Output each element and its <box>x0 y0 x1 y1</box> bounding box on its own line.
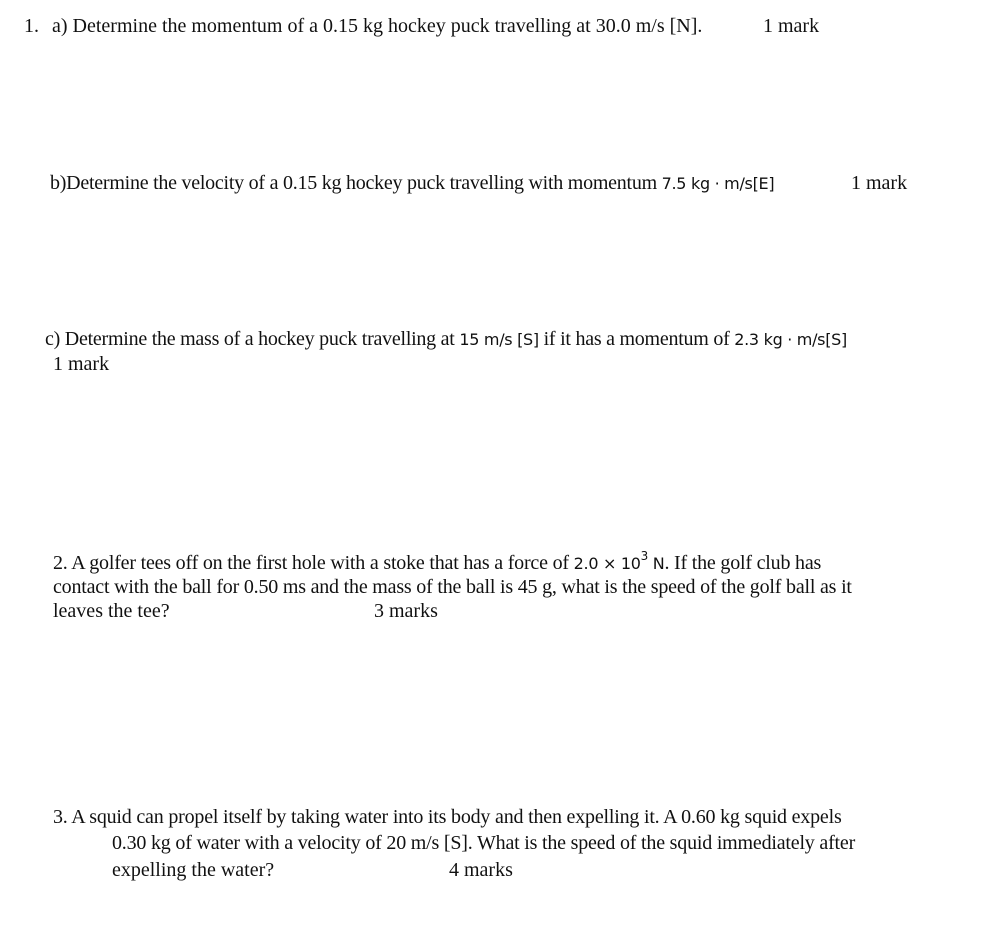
question-3-line-2: 0.30 kg of water with a velocity of 20 m/s [S]. What is the speed of the squid immediately after <box>112 832 856 854</box>
question-2-text: 2. A golfer tees off on the first hole with a stoke that has a force of <box>53 552 569 574</box>
question-2-marks: 3 marks <box>374 600 438 622</box>
question-2-line-1 <box>53 551 821 576</box>
question-1a-text: a) Determine the momentum of a 0.15 kg hockey puck travelling at 30.0 m/s [N]. <box>52 15 703 37</box>
question-1c-marks: 1 mark <box>53 353 110 375</box>
question-2-line-3: leaves the tee? <box>53 600 170 622</box>
question-2-line-2: contact with the ball for 0.50 ms and the mass of the ball is 45 g, what is the speed of the golf ball as it <box>53 576 852 598</box>
question-2-text-end: . If the golf club has <box>664 552 822 574</box>
question-1c <box>45 327 847 352</box>
question-3-line-3: expelling the water? <box>112 859 275 881</box>
question-1b <box>50 171 774 196</box>
question-1c-velocity: 15 m/s [S] <box>459 330 539 349</box>
question-2-force-unit: N <box>652 554 665 573</box>
question-1a <box>24 14 702 38</box>
question-2-force-exponent: 3 <box>640 549 648 563</box>
question-1c-text-2: if it has a momentum of <box>543 328 730 350</box>
question-3-marks: 4 marks <box>449 859 513 881</box>
question-3-line-1: 3. A squid can propel itself by taking water into its body and then expelling it. A 0.60 kg squid expels <box>53 806 842 828</box>
question-1-number: 1. <box>24 15 39 37</box>
question-1c-momentum: 2.3 kg · m/s[S] <box>734 330 847 349</box>
question-1c-text-1: c) Determine the mass of a hockey puck travelling at <box>45 328 455 350</box>
question-2-force <box>573 549 665 573</box>
question-1b-momentum: 7.5 kg · m/s[E] <box>661 174 775 193</box>
question-1b-marks: 1 mark <box>851 172 908 194</box>
question-2-force-mantissa: 2.0 × 10 <box>573 554 641 573</box>
question-1a-marks: 1 mark <box>763 15 820 37</box>
question-1b-text: b)Determine the velocity of a 0.15 kg hockey puck travelling with momentum <box>50 172 657 194</box>
